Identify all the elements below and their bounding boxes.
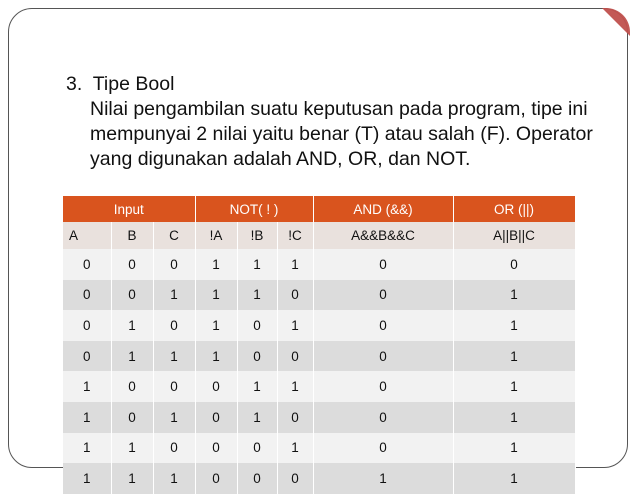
table-cell: 1 (63, 371, 111, 402)
table-cell: 1 (195, 249, 237, 280)
table-cell: 1 (111, 433, 153, 464)
sub-header-cell: A (63, 222, 111, 249)
table-cell: 1 (195, 341, 237, 372)
table-cell: 1 (453, 310, 575, 341)
table-cell: 0 (313, 249, 453, 280)
header-input: Input (63, 196, 195, 222)
table-cell: 0 (195, 371, 237, 402)
table-cell: 0 (313, 310, 453, 341)
table-cell: 1 (277, 310, 313, 341)
table-row (63, 341, 575, 372)
header-or: OR (||) (453, 196, 575, 222)
table-cell: 0 (313, 402, 453, 433)
table-cell: 0 (277, 402, 313, 433)
group-header-row (63, 196, 575, 222)
sub-header-cell: C (153, 222, 195, 249)
table-cell: 0 (63, 280, 111, 311)
section-heading: 3. Tipe Bool (66, 73, 175, 95)
table-row (63, 280, 575, 311)
slide-text (66, 72, 596, 172)
table-row (63, 463, 575, 494)
table-cell: 0 (111, 280, 153, 311)
table-cell: 0 (63, 341, 111, 372)
table-cell: 1 (237, 280, 277, 311)
table-cell: 0 (237, 463, 277, 494)
table-cell: 1 (277, 371, 313, 402)
table-cell: 1 (313, 463, 453, 494)
table-row (63, 402, 575, 433)
table-cell: 1 (237, 371, 277, 402)
table-cell: 0 (313, 433, 453, 464)
table-cell: 0 (313, 280, 453, 311)
table-cell: 0 (277, 341, 313, 372)
table-cell: 0 (277, 463, 313, 494)
header-not: NOT( ! ) (195, 196, 313, 222)
table-cell: 1 (277, 433, 313, 464)
table-cell: 1 (453, 371, 575, 402)
sub-header-cell: !B (237, 222, 277, 249)
sub-header-cell: !C (277, 222, 313, 249)
table-row (63, 310, 575, 341)
table-cell: 0 (237, 341, 277, 372)
header-and: AND (&&) (313, 196, 453, 222)
table-cell: 1 (277, 249, 313, 280)
table-cell: 1 (453, 433, 575, 464)
table-cell: 0 (63, 249, 111, 280)
table-cell: 1 (195, 310, 237, 341)
table-cell: 1 (111, 341, 153, 372)
table-cell: 1 (153, 341, 195, 372)
table-cell: 1 (111, 463, 153, 494)
table-cell: 1 (63, 402, 111, 433)
body-paragraph: Nilai pengambilan suatu keputusan pada program, tipe ini mempunyai 2 nilai yaitu benar (T) atau salah (F). Operator yang digunakan adalah AND, OR, dan NOT. (90, 98, 593, 170)
table-cell: 0 (313, 341, 453, 372)
table-cell: 1 (63, 463, 111, 494)
truth-table (63, 196, 576, 494)
table-cell: 1 (63, 433, 111, 464)
table-cell: 1 (453, 341, 575, 372)
table-cell: 0 (153, 249, 195, 280)
table-cell: 1 (153, 463, 195, 494)
table-cell: 0 (237, 433, 277, 464)
table-cell: 0 (153, 433, 195, 464)
table-cell: 0 (313, 371, 453, 402)
table-cell: 1 (195, 280, 237, 311)
table-cell: 1 (453, 463, 575, 494)
table-cell: 0 (63, 310, 111, 341)
table-cell: 0 (453, 249, 575, 280)
table-cell: 1 (153, 280, 195, 311)
table-cell: 1 (153, 402, 195, 433)
sub-header-cell: !A (195, 222, 237, 249)
table-cell: 0 (237, 310, 277, 341)
table-row (63, 433, 575, 464)
sub-header-cell: A||B||C (453, 222, 575, 249)
table-row (63, 371, 575, 402)
table-cell: 0 (195, 463, 237, 494)
sub-header-cell: B (111, 222, 153, 249)
table-cell: 1 (237, 402, 277, 433)
table-cell: 1 (453, 280, 575, 311)
table-cell: 1 (237, 249, 277, 280)
table-cell: 0 (153, 310, 195, 341)
table-cell: 0 (277, 280, 313, 311)
table-cell: 0 (195, 402, 237, 433)
table-cell: 0 (111, 249, 153, 280)
table-cell: 0 (153, 371, 195, 402)
table-cell: 0 (195, 433, 237, 464)
table-cell: 0 (111, 371, 153, 402)
table-cell: 0 (111, 402, 153, 433)
sub-header-row (63, 222, 575, 249)
sub-header-cell: A&&B&&C (313, 222, 453, 249)
table-cell: 1 (111, 310, 153, 341)
table-row (63, 249, 575, 280)
table-cell: 1 (453, 402, 575, 433)
